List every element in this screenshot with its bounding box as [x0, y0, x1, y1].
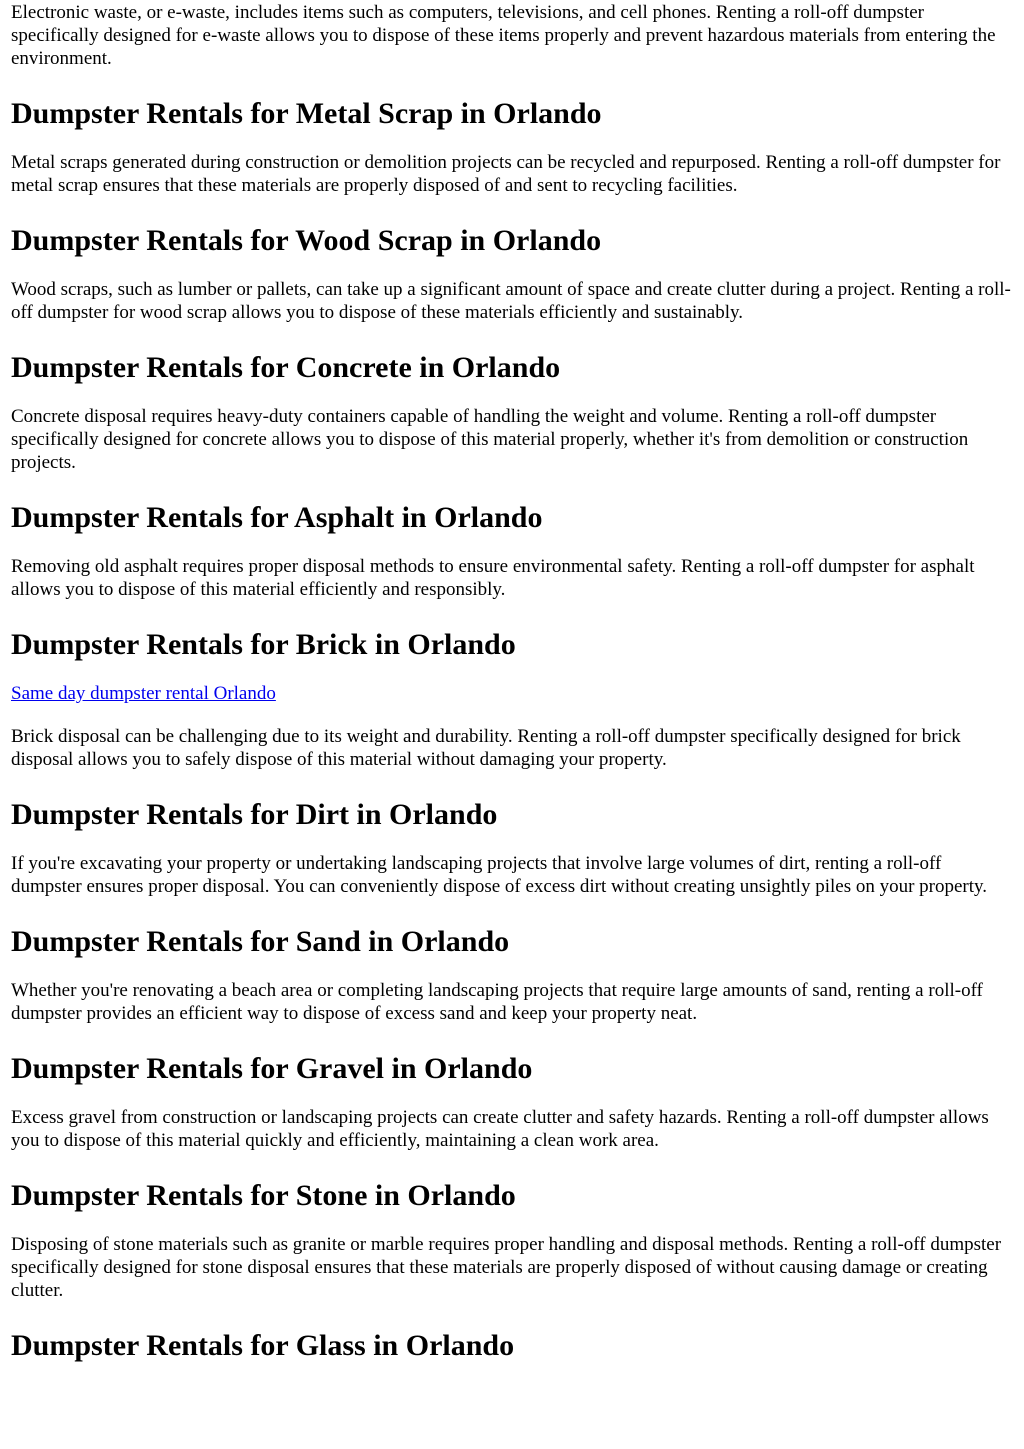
paragraph-sand: Whether you're renovating a beach area or completing landscaping projects that require large amounts of sand, renting a roll-off dumpster provides an efficient way to dispose of excess sand and keep your property neat.: [11, 980, 983, 1024]
paragraph-dirt: If you're excavating your property or undertaking landscaping projects that involve large volumes of dirt, renting a roll-off dumpster ensures proper disposal. You can conveniently dispose of excess dirt without creating unsightly piles on your property.: [11, 853, 988, 897]
heading-dirt: Dumpster Rentals for Dirt in Orlando: [11, 798, 498, 831]
heading-glass: Dumpster Rentals for Glass in Orlando: [11, 1329, 515, 1362]
paragraph-asphalt: Removing old asphalt requires proper disposal methods to ensure environmental safety. Renting a roll-off dumpster for asphalt allows you to dispose of this material efficiently and responsibly.: [11, 556, 975, 600]
heading-gravel: Dumpster Rentals for Gravel in Orlando: [11, 1052, 533, 1085]
heading-sand: Dumpster Rentals for Sand in Orlando: [11, 925, 510, 958]
heading-metal-scrap: Dumpster Rentals for Metal Scrap in Orlando: [11, 97, 602, 130]
heading-stone: Dumpster Rentals for Stone in Orlando: [11, 1179, 516, 1212]
same-day-dumpster-link[interactable]: Same day dumpster rental Orlando: [11, 683, 276, 704]
paragraph-metal-scrap: Metal scraps generated during construction or demolition projects can be recycled and repurposed. Renting a roll-off dumpster for metal scrap ensures that these materials are properly disposed of and sent to recycling facilities.: [11, 152, 1001, 196]
paragraph-wood-scrap: Wood scraps, such as lumber or pallets, can take up a significant amount of space and create clutter during a project. Renting a roll-off dumpster for wood scrap allows you to dispose of these materials efficiently and sustainably.: [11, 279, 1011, 323]
link-paragraph: [11, 682, 1013, 705]
paragraph-gravel: Excess gravel from construction or landscaping projects can create clutter and safety hazards. Renting a roll-off dumpster allows you to dispose of this material quickly and efficiently, maintaining a clean work area.: [11, 1107, 989, 1151]
paragraph-brick: Brick disposal can be challenging due to its weight and durability. Renting a roll-off dumpster specifically designed for brick disposal allows you to safely dispose of this material without damaging your property.: [11, 726, 961, 770]
heading-brick: Dumpster Rentals for Brick in Orlando: [11, 628, 516, 661]
heading-wood-scrap: Dumpster Rentals for Wood Scrap in Orlando: [11, 224, 602, 257]
heading-asphalt: Dumpster Rentals for Asphalt in Orlando: [11, 501, 543, 534]
intro-paragraph: Electronic waste, or e-waste, includes items such as computers, televisions, and cell phones. Renting a roll-off dumpster specifically designed for e-waste allows you to dispose of these items properly and prevent hazardous materials from entering the environment.: [11, 2, 996, 69]
article: [0, 1, 1024, 1363]
paragraph-stone: Disposing of stone materials such as granite or marble requires proper handling and disposal methods. Renting a roll-off dumpster specifically designed for stone disposal ensures that these materials are properly disposed of without causing damage or creating clutter.: [11, 1234, 1002, 1301]
paragraph-concrete: Concrete disposal requires heavy-duty containers capable of handling the weight and volume. Renting a roll-off dumpster specifically designed for concrete allows you to dispose of this material properly, whether it's from demolition or construction projects.: [11, 406, 969, 473]
heading-concrete: Dumpster Rentals for Concrete in Orlando: [11, 351, 561, 384]
